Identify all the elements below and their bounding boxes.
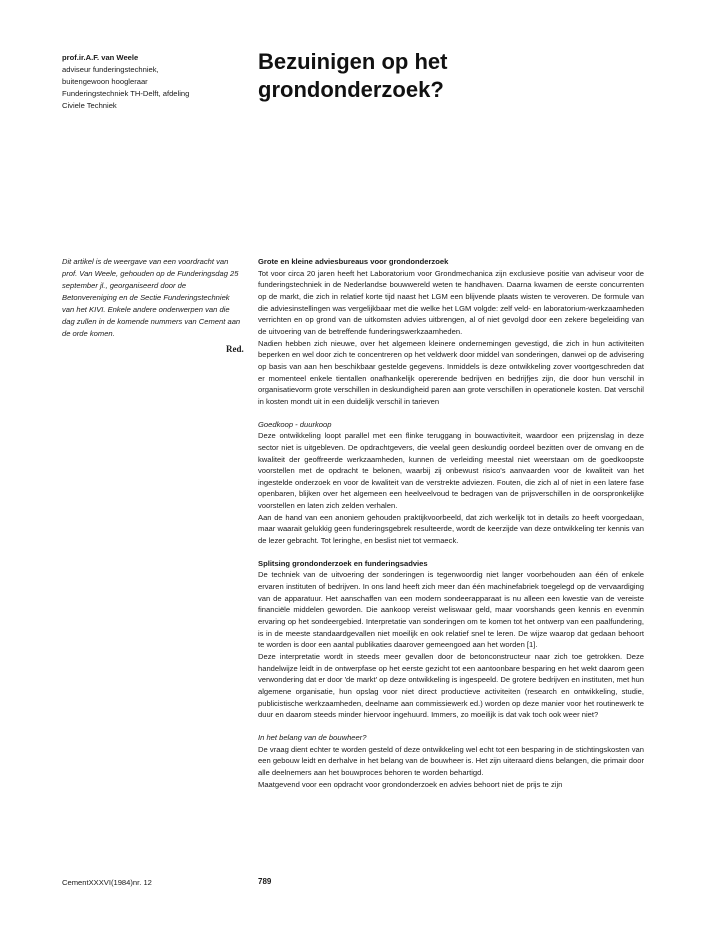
section-heading: Goedkoop - duurkoop (258, 419, 332, 429)
editorial-intro: Dit artikel is de weergave van een voordracht van prof. Van Weele, gehouden op de Funderingsdag 25 september jl., georganiseerd door de Betonvereniging en de Sectie Funderingstechniek van het KIVI. Enkele andere onderwerpen van die dag zullen in de komende nummers van Cement aan de orde komen. (62, 257, 241, 338)
section-heading: In het belang van de bouwheer? (258, 732, 367, 742)
body-paragraph: De vraag dient echter te worden gesteld of deze ontwikkeling wel echt tot een besparing in de stichtingskosten van een gebouw leidt en derhalve in het belang van de bouwheer is. Het zijn uiteraard diens belangen, die primair door alle deelnemers aan het bouwproces behoren te worden behartigd. (258, 744, 644, 777)
body-paragraph: Nadien hebben zich nieuwe, over het algemeen kleinere ondernemingen gevestigd, die zich in hun activiteiten beperken en wel door zich te concentreren op het veldwerk door middel van sonderingen, danwei op de advisering op basis van aan hen beschikbaar gestelde gegevens. Inmiddels is deze ontwikkeling zover voortgeschreden dat er momenteel enkele tientallen onafhankelijk opererende bedrijven en bedrijfjes zijn, die door hun verschil in organisatievorm grote verschillen in deskundigheid paren aan grote verschillen in operationele kosten. Dat verschil in kosten mondt uit in een duidelijk verschil in tarieven (258, 338, 644, 406)
author-affiliation-line: buitengewoon hoogleraar (62, 77, 148, 86)
article-title (258, 48, 447, 104)
body-paragraph: Deze ontwikkeling loopt parallel met een flinke teruggang in bouwactiviteit, waardoor een prijzenslag in deze sector niet is uitgebleven. De opdrachtgevers, die veelal geen deskundig oordeel bezitten over de omvang en de kwaliteit der geoffreerde werkzaamheden, kunnen de verleiding meestal niet weerstaan om de goedkoopste voorstellen met de opdracht te belonen, waarbij zij onbewust risico's aanvaarden voor de kwaliteit van het ingestelde onderzoek en voor de kwaliteit van de verstrekte adviezen. Fouten, die zich al of niet in een latere fase openbaren, blijken over het algemeen een heelveelvoud te bedragen van de prijsverschillen in de oorspronkelijke voorstellen en laten zich zelden verhalen. (258, 431, 644, 511)
body-paragraph: Tot voor circa 20 jaren heeft het Laboratorium voor Grondmechanica zijn exclusieve positie van adviseur voor de funderingstechniek in de Nederlandse bouwwereld weten te handhaven. Daarna kwamen de eerste concurrenten op de markt, die zich in relatief korte tijd naast het LGM een blijvende plaats wisten te veroveren. De formule van die adviesinstellingen was vergelijkbaar met die welke het LGM volgde: zelf veld- en laboratorium-werkzaamheden verrichten en op grond van de uitkomsten advies uitbrengen, al of niet gevolgd door een zekere begeleiding van de uitvoering van de betreffende funderingswerkzaamheden. (258, 268, 644, 336)
body-paragraph: Maatgevend voor een opdracht voor grondonderzoek en advies behoort niet de prijs te zijn (258, 779, 563, 789)
body-paragraph: De techniek van de uitvoering der sonderingen is tegenwoordig niet langer voorbehouden aan één of enkele ervaren instituten of bedrijven. In ons land heeft zich meer dan één machinefabriek toegelegd op de vervaardiging van de apparatuur. Het aanschaffen van een modern sondeerapparaat is nu alleen een kwestie van de vereiste financiële middelen geworden. Die aankoop vereist weliswaar geld, maar voorshands geen kennis en evenmin ervaring op het sondeergebied. Interpretatie van sonderingen om te komen tot het ontwerp van een paalfundering, is in de meeste standaardgevallen niet moeilijk en ook relatief snel te leren. De wijze waarop dat gedaan behoort te worden is door een aantal publikaties daarover gemeengoed aan het worden [1]. (258, 570, 644, 650)
article-body (258, 256, 644, 790)
author-name: prof.ir.A.F. van Weele (62, 53, 139, 62)
article-title-line: Bezuinigen op het (258, 49, 448, 74)
author-affiliation-line: Funderingstechniek TH-Delft, afdeling (62, 89, 190, 98)
author-block (62, 52, 232, 112)
section-heading: Grote en kleine adviesbureaus voor grondonderzoek (258, 257, 449, 266)
article-section (258, 419, 644, 547)
journal-reference: CementXXXVI(1984)nr. 12 (62, 878, 152, 887)
author-affiliation-line: Civiele Techniek (62, 101, 117, 110)
page-number: 789 (258, 877, 272, 886)
article-section (258, 558, 644, 721)
article-section (258, 732, 644, 790)
body-paragraph: Aan de hand van een anoniem gehouden praktijkvoorbeeld, dat zich werkelijk tot in details zo heeft voorgedaan, maar waarait gelukkig geen funderingsgebrek resulteerde, wordt de keerzijde van deze ontwikkeling ter kennis van de lezer gebracht. Tot leringhe, en beslist niet tot vermaeck. (258, 512, 644, 546)
section-heading: Splitsing grondonderzoek en funderingsadvies (258, 558, 428, 568)
article-section (258, 256, 644, 408)
author-affiliation-line: adviseur funderingstechniek, (62, 65, 159, 74)
article-title-line: grondonderzoek? (258, 77, 444, 102)
body-paragraph: Deze interpretatie wordt in steeds meer gevallen door de betonconstructeur naar zich toe getrokken. Deze handelwijze leidt in de ontwerpfase op het eerste gezicht tot een aantoonbare besparing en het wekt daarom geen verwondering dat er door 'de markt' op deze ontwikkeling is ingespeeld. De grotere bedrijven en instituten, met hun algemene organisatie, hun opslag voor niet direct productieve activiteiten (research en ontwikkeling, studie, publicistische werkzaamheden, deelname aan commissiewerk ed.) worden op deze manier voor het routinewerk te duur en daarom steeds minder hiervoor ingehuurd. Immers, zo moeilijk is dat vak toch ook weer niet? (258, 652, 644, 720)
editor-signature: Red. (226, 344, 244, 354)
